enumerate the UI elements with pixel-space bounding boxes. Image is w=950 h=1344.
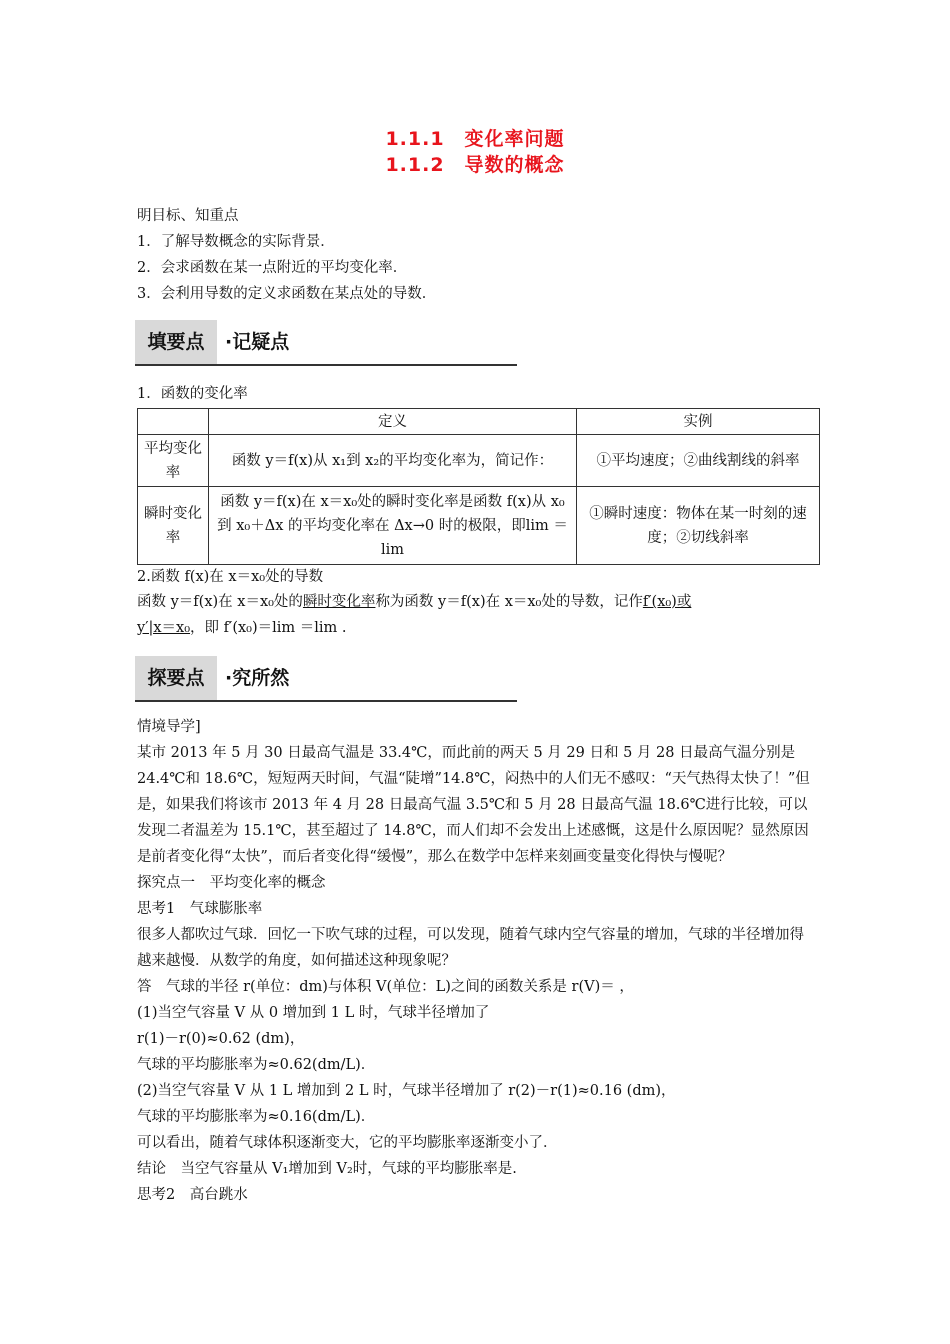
item2-text: ，即 f′(x₀)＝lim ＝lim . <box>190 620 347 636</box>
table-header-cell <box>138 409 209 435</box>
paragraph: r(1)－r(0)≈0.62 (dm)， <box>137 1031 305 1047</box>
table-header-row <box>138 409 820 435</box>
paragraph: 气球的平均膨胀率为≈0.62(dm/L)． <box>137 1057 376 1073</box>
paragraph: (1)当空气容量 V 从 0 增加到 1 L 时，气球半径增加了 <box>137 1005 490 1021</box>
item2-blank-answer: y′|x＝x₀ <box>137 620 191 636</box>
paragraph: (2)当空气容量 V 从 1 L 增加到 2 L 时，气球半径增加了 r(2)－r(1)≈0.16 (dm)， <box>137 1083 676 1099</box>
paragraph: 很多人都吹过气球．回忆一下吹气球的过程，可以发现，随着气球内空气容量的增加，气球的半径增加得越来越慢．从数学的角度，如何描述这种现象呢？ <box>137 927 804 969</box>
title-line-1: 1.1.1 变化率问题 <box>385 128 565 150</box>
goal-item-3: 3．会利用导数的定义求函数在某点处的导数． <box>137 286 437 302</box>
table-header-cell: 定义 <box>209 409 577 435</box>
section-banner-1 <box>135 320 517 366</box>
item2-line-1 <box>137 592 691 612</box>
item2-title: 2.函数 f(x)在 x＝x₀处的导数 <box>137 569 324 585</box>
section-subtitle-1: ·记疑点 <box>225 331 290 353</box>
section-tag-1: 填要点 <box>135 320 217 364</box>
table-header-cell: 实例 <box>577 409 820 435</box>
paragraph: 答 气球的半径 r(单位：dm)与体积 V(单位：L)之间的函数关系是 r(V)＝ ， <box>137 979 634 995</box>
paragraph: 气球的平均膨胀率为≈0.16(dm/L)． <box>137 1109 376 1125</box>
section-subtitle-2: ·究所然 <box>225 667 290 689</box>
title-line-2: 1.1.2 导数的概念 <box>385 154 565 176</box>
table-cell-definition: 函数 y＝f(x)从 x₁到 x₂的平均变化率为，简记作： <box>209 435 577 487</box>
paragraph: 思考1 气球膨胀率 <box>137 901 263 917</box>
paragraph: 探究点一 平均变化率的概念 <box>137 875 326 891</box>
rate-table <box>137 408 820 565</box>
item2-blank-answer: 瞬时变化率 <box>302 594 376 610</box>
paragraph: 结论 当空气容量从 V₁增加到 V₂时，气球的平均膨胀率是. <box>137 1161 517 1177</box>
table-row <box>138 487 820 565</box>
goal-item-1: 1．了解导数概念的实际背景． <box>137 234 335 250</box>
section-banner-2 <box>135 656 517 702</box>
item2-blank-answer: f′(x₀)或 <box>642 594 692 610</box>
table-cell-name: 瞬时变化率 <box>138 487 209 565</box>
paragraph: 思考2 高台跳水 <box>137 1187 248 1203</box>
item1-title: 1．函数的变化率 <box>137 386 248 402</box>
body-text <box>137 714 817 1208</box>
table-row <box>138 435 820 487</box>
table-cell-definition: 函数 y＝f(x)在 x＝x₀处的瞬时变化率是函数 f(x)从 x₀到 x₀＋Δx 的平均变化率在 Δx→0 时的极限，即lim ＝lim <box>209 487 577 565</box>
goal-item-2: 2．会求函数在某一点附近的平均变化率． <box>137 260 408 276</box>
section-tag-2: 探要点 <box>135 656 217 700</box>
item2-line-2 <box>137 618 347 638</box>
item2-text: 函数 y＝f(x)在 x＝x₀处的 <box>137 594 303 610</box>
table-cell-name: 平均变化率 <box>138 435 209 487</box>
paragraph: 某市 2013 年 5 月 30 日最高气温是 33.4℃，而此前的两天 5 月 29 日和 5 月 28 日最高气温分别是 24.4℃和 18.6℃，短短两天时间，气温“陡增”14.8℃，闷热中的人们无不感叹：“天气热得太快了！”但是，如果我们将该市 2013 年 4 月 28 日最高气温 3.5℃和 5 月 28 日最高气温 18.6℃进行比较，可以发现二者温差为 15.1℃，甚至超过了 14.8℃，而人们却不会发出上述感慨，这是什么原因呢？显然原因是前者变化得“太快”，而后者变化得“缓慢”，那么在数学中怎样来刻画变量变化得快与慢呢？ <box>137 745 810 865</box>
paragraph: 可以看出，随着气球体积逐渐变大，它的平均膨胀率逐渐变小了． <box>137 1135 558 1151</box>
table-cell-example: ①瞬时速度：物体在某一时刻的速度；②切线斜率 <box>577 487 820 565</box>
table-cell-example: ①平均速度；②曲线割线的斜率 <box>577 435 820 487</box>
paragraph: 情境导学] <box>137 719 201 735</box>
item2-text: 称为函数 y＝f(x)在 x＝x₀处的导数，记作 <box>375 594 643 610</box>
goals-heading: 明目标、知重点 <box>137 208 239 224</box>
